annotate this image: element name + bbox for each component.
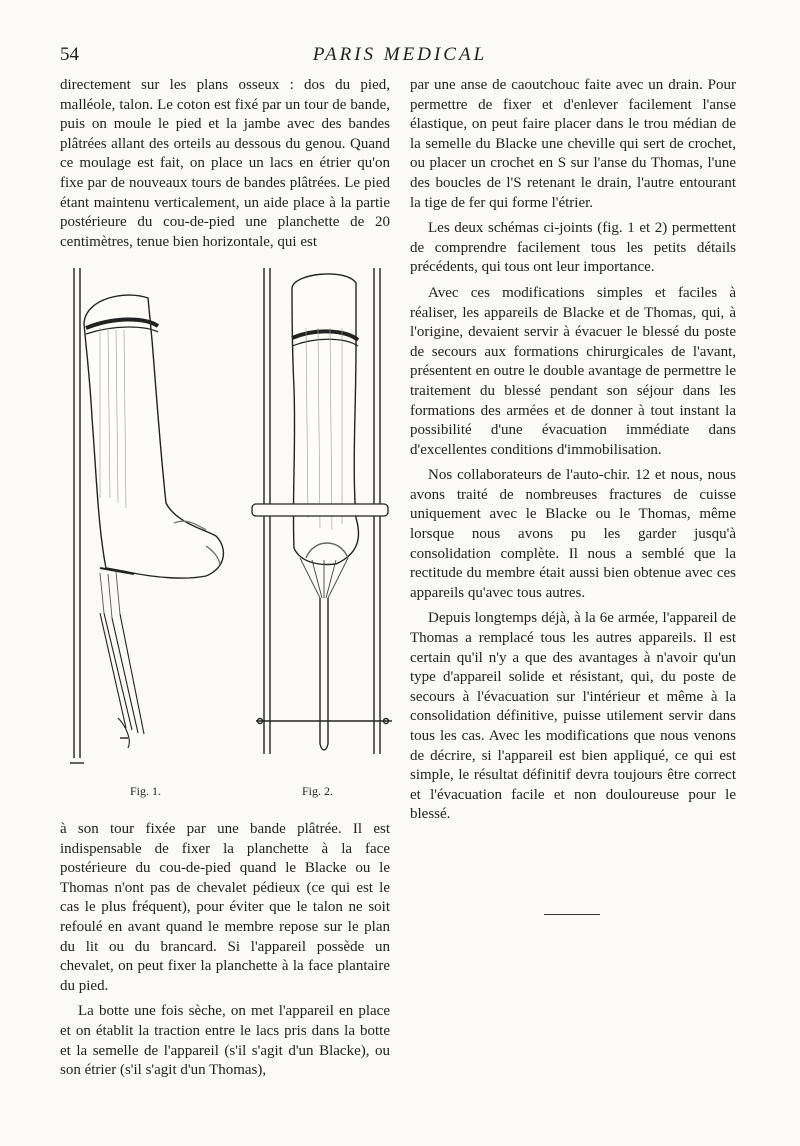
paragraph: par une anse de caoutchouc faite avec un drain. Pour permettre de fixer et d'enlever facilement l'anse élastique, on peut faire placer dans le trou médian de la semelle du Blacke une cheville qui sert de crochet, ou placer un crochet en S sur l'anse du Thomas, l'une des boucles de l'S retenant le drain, l'autre entourant la tige de fer qui forme l'étrier. bbox=[410, 77, 736, 211]
fig1-illustration bbox=[70, 268, 223, 763]
left-column-bottom bbox=[60, 820, 390, 1081]
section-divider bbox=[544, 914, 600, 915]
page-header bbox=[0, 44, 800, 70]
paragraph: La botte une fois sèche, on met l'appareil en place et on établit la traction entre le lacs pris dans la botte et la semelle de l'appareil (s'il s'agit d'un Blacke), ou son étrier (s'il s'agit d'un Thomas), bbox=[60, 1003, 390, 1079]
paragraph: Nos collaborateurs de l'auto-chir. 12 et nous, nous avons traité de nombreuses fractures de cuisse uniquement avec le Blacke ou le Thomas, même lorsque nous avons pu les garder jusqu'à consolidation complète. Il nous a semblé que la rectitude du membre était aussi bien obtenue avec ces appareils qu'avec tous autres. bbox=[410, 467, 736, 601]
figure-illustrations bbox=[56, 268, 396, 808]
page-number: 54 bbox=[60, 44, 79, 65]
fig2-illustration bbox=[252, 268, 392, 754]
right-column bbox=[410, 76, 736, 825]
paragraph: directement sur les plans osseux : dos du pied, malléole, talon. Le coton est fixé par un tour de bande, puis on moule le pied et la jambe avec des bandes plâtrées allant des orteils au dessous du genou. Quand ce moulage est fait, on place un lacs en étrier qu'on fixe par de nouveaux tours de bandes plâtrées. Le pied étant maintenu verticalement, un aide place à la partie postérieure du cou-de-pied une planchette de 20 centimètres, tenue bien horizontale, qui est bbox=[60, 77, 390, 250]
running-title: PARIS MEDICAL bbox=[312, 44, 488, 65]
figures bbox=[56, 268, 396, 808]
fig1-caption: Fig. 1. bbox=[130, 784, 162, 798]
left-column-top bbox=[60, 76, 390, 252]
paragraph: à son tour fixée par une bande plâtrée. Il est indispensable de fixer la planchette à la face postérieure du cou-de-pied quand le Blacke ou le Thomas n'ont pas de chevalet pédieux (ce qui est le cas le plus fréquent), pour éviter que le talon ne soit refoulé en avant quand le membre repose sur le plan du lit ou du brancard. Si l'appareil possède un chevalet, on peut fixer la planchette à la face plantaire du pied. bbox=[60, 821, 390, 994]
fig2-caption: Fig. 2. bbox=[302, 784, 334, 798]
paragraph: Depuis longtemps déjà, à la 6e armée, l'appareil de Thomas a remplacé tous les autres appareils. Il est certain qu'il n'y a que des avantages à n'avoir qu'un type d'appareil solide et résistant, qui, du poste de secours à l'évacuation sur l'intérieur et même à la consolidation définitive, puisse utilement servir dans tous les cas. Avec les modifications que nous venons de décrire, si l'appareil est bien appliqué, ce qui est simple, le résultat définitif devra toujours être correct et l'évacuation facile et non douloureuse pour le blessé. bbox=[410, 610, 736, 823]
paragraph: Les deux schémas ci-joints (fig. 1 et 2) permettent de comprendre facilement tous les petits détails précédents, qui tous ont leur importance. bbox=[410, 220, 736, 276]
paragraph: Avec ces modifications simples et faciles à réaliser, les appareils de Blacke et de Thomas, qui, à l'origine, devaient servir à évacuer le blessé du poste de secours aux formations chirurgicales de l'avant, présentent en outre le double avantage de permettre le traitement du blessé pendant son séjour dans les formations des armées et de donner à tout instant la possibilité d'une évacuation immédiate dans d'excellentes conditions d'immobilisation. bbox=[410, 284, 736, 458]
